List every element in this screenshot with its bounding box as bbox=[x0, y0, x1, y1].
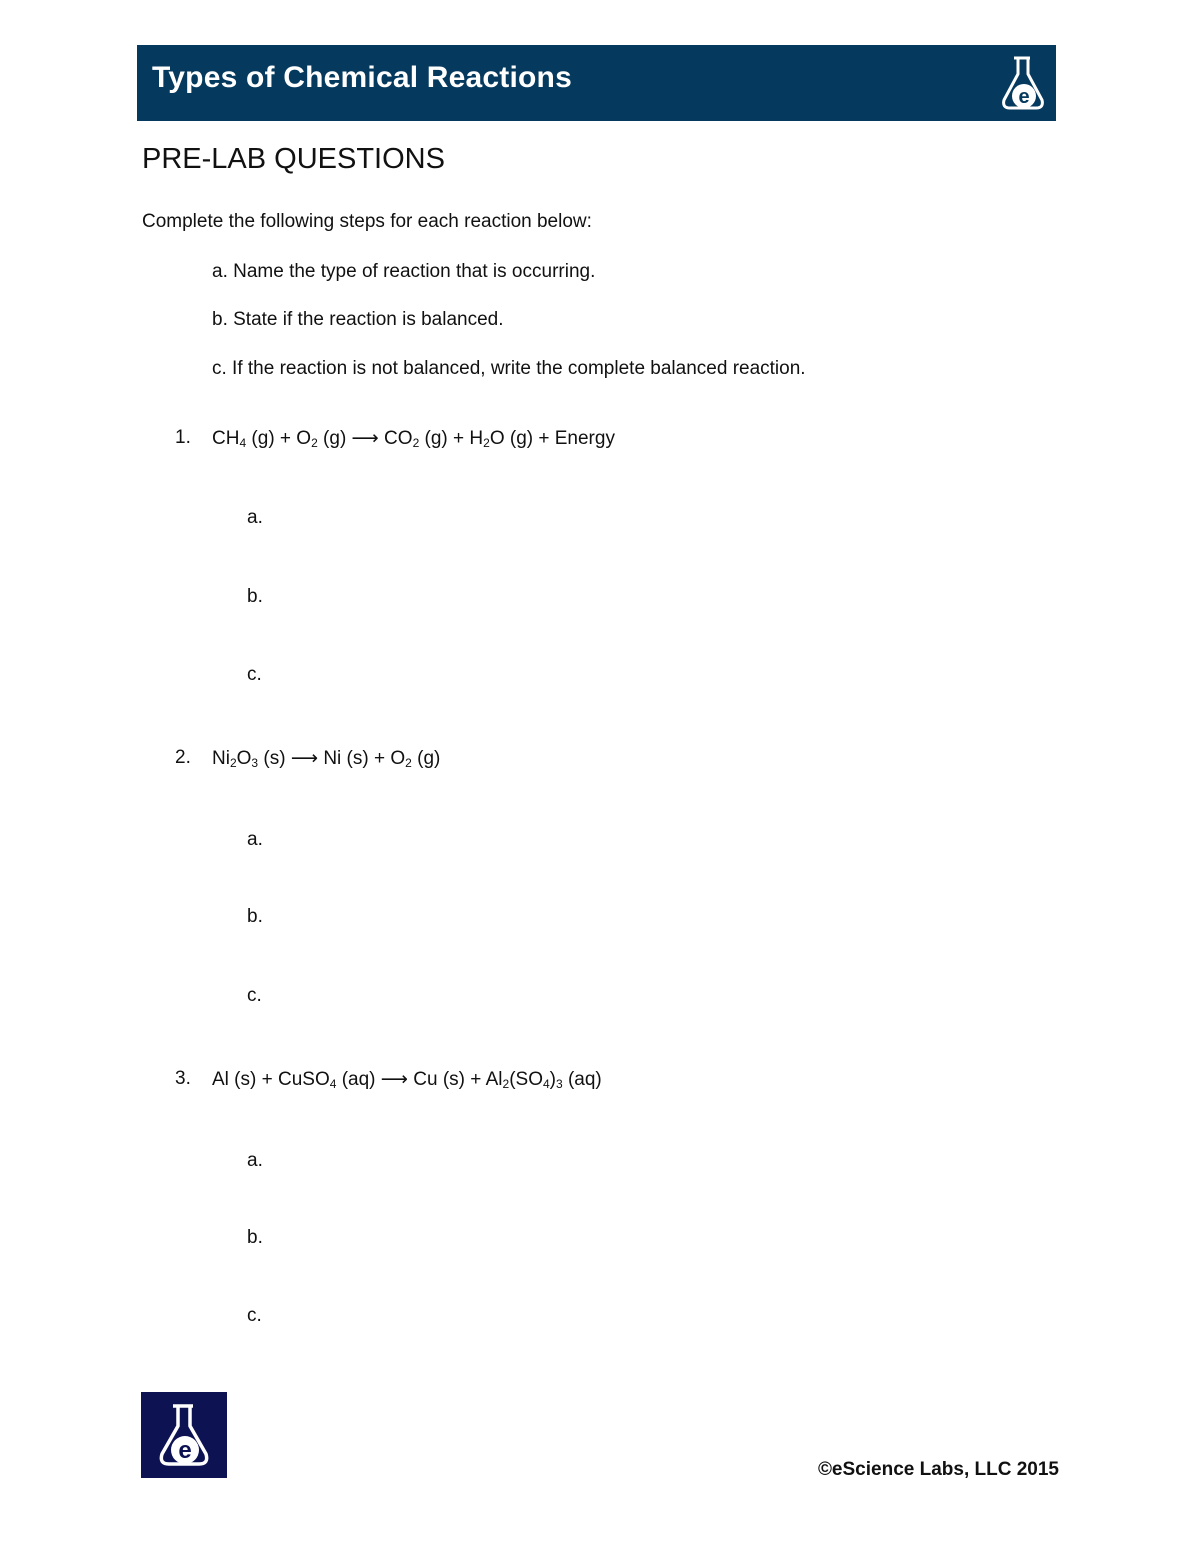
question-equation: Al (s) + CuSO$_4$ (aq) ⟶ Cu $(s) + Al_2(SO_4)_3$ (aq) bbox=[212, 1069, 602, 1091]
answer-label: a. bbox=[247, 1150, 263, 1171]
question-number: 2. bbox=[175, 747, 191, 768]
svg-text:e: e bbox=[178, 1437, 192, 1464]
answer-label: c. bbox=[247, 985, 262, 1006]
footer-logo bbox=[141, 1392, 227, 1478]
copyright-text: ©eScience Labs, LLC 2015 bbox=[817, 1459, 1059, 1480]
answer-label: b. bbox=[247, 1227, 263, 1248]
svg-text:e: e bbox=[1018, 86, 1030, 108]
question-equation: $CH_4$ $(g) + O_2$ (g) ⟶ $CO_2$ $(g) + H_2O$ (g) + Energy bbox=[212, 428, 615, 450]
answer-label: a. bbox=[247, 507, 263, 528]
instruction-step: b. State if the reaction is balanced. bbox=[212, 309, 504, 330]
section-title: PRE-LAB QUESTIONS bbox=[142, 143, 445, 175]
subscript: 2 bbox=[412, 436, 420, 450]
instruction-step: a. Name the type of reaction that is occurring. bbox=[212, 261, 596, 282]
header-banner bbox=[137, 45, 1056, 121]
subscript: 4 bbox=[329, 1077, 337, 1091]
page-title: Types of Chemical Reactions bbox=[152, 61, 572, 94]
subscript: 4 bbox=[542, 1077, 550, 1091]
subscript: 3 bbox=[251, 756, 259, 770]
answer-label: b. bbox=[247, 906, 263, 927]
question-number: 3. bbox=[175, 1068, 191, 1089]
escience-flask-icon bbox=[1000, 54, 1046, 112]
escience-flask-icon bbox=[157, 1402, 211, 1468]
subscript: 2 bbox=[311, 436, 318, 450]
answer-label: c. bbox=[247, 1305, 262, 1326]
answer-label: a. bbox=[247, 829, 263, 850]
question-equation: $Ni_2O_3$ (s) ⟶ Ni $(s) + O_2$ (g) bbox=[212, 748, 441, 770]
subscript: 2 bbox=[405, 756, 412, 770]
instruction-step: c. If the reaction is not balanced, write the complete balanced reaction. bbox=[212, 358, 806, 379]
subscript: 2 bbox=[502, 1077, 510, 1091]
answer-label: c. bbox=[247, 664, 262, 685]
intro-text: Complete the following steps for each reaction below: bbox=[142, 211, 592, 232]
subscript: 4 bbox=[239, 436, 247, 450]
question-number: 1. bbox=[175, 427, 191, 448]
subscript: 2 bbox=[229, 756, 237, 770]
answer-label: b. bbox=[247, 586, 263, 607]
subscript: 3 bbox=[556, 1077, 563, 1091]
subscript: 2 bbox=[483, 436, 490, 450]
